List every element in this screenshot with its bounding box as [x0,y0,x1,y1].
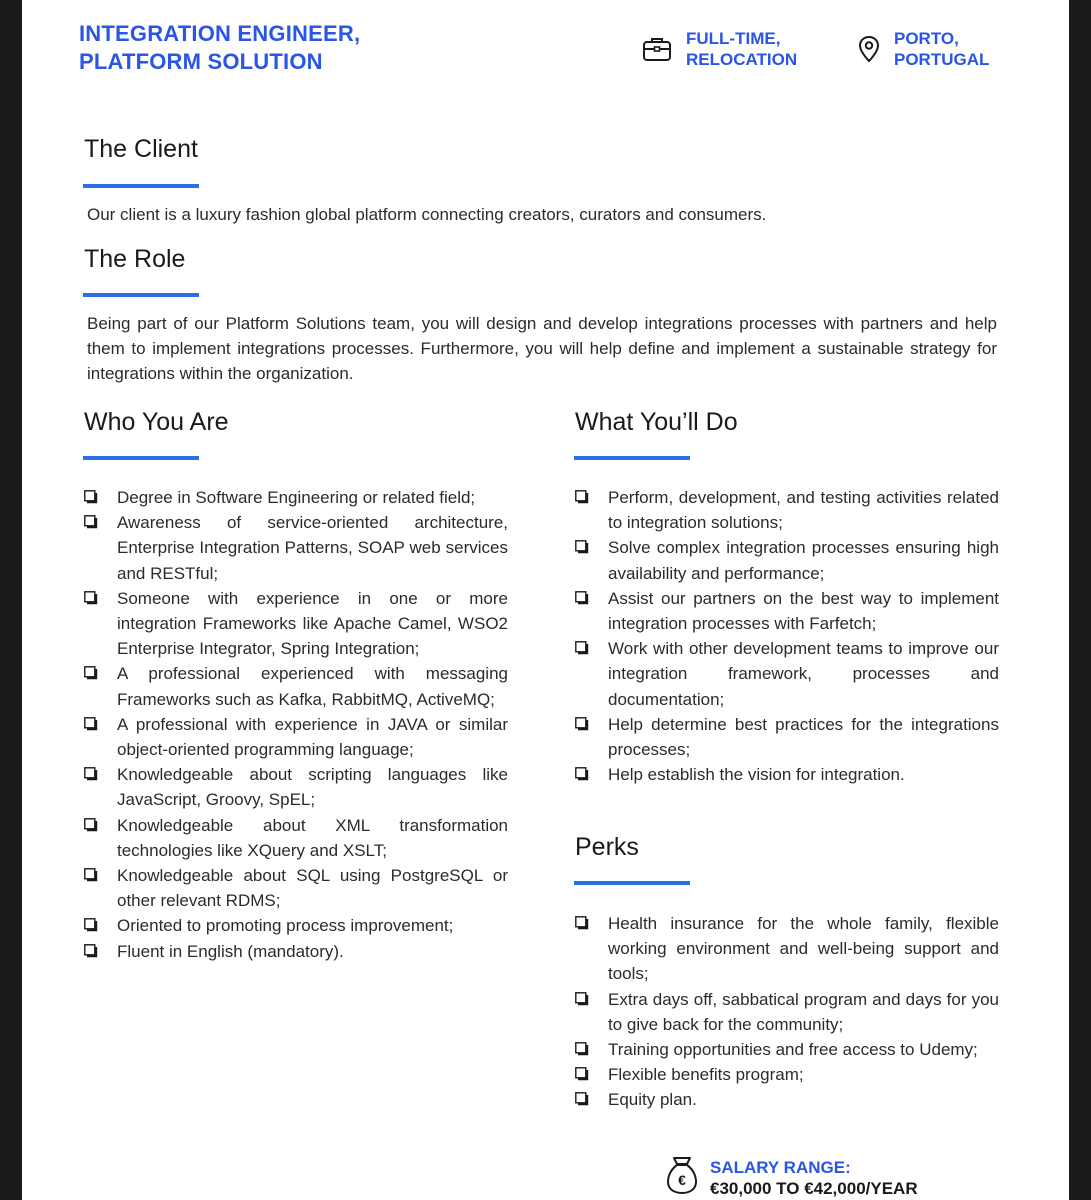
perks-heading: Perks [575,833,639,861]
who-you-are-item [84,913,508,938]
money-bag-icon [666,1155,698,1200]
who-you-are-item [84,939,508,964]
who-you-are-heading: Who You Are [84,408,229,436]
who-you-are-item [84,762,508,812]
checkbox-bullet-icon [84,767,98,781]
checkbox-bullet-icon [84,717,98,731]
checkbox-bullet-icon [575,490,589,504]
what-you-will-do-heading: What You’ll Do [575,408,738,436]
job-title-line-2: PLATFORM SOLUTION [79,49,323,74]
who-you-are-item [84,510,508,586]
job-posting-page [22,0,1069,1200]
who-you-are-item [84,661,508,711]
perk-item [575,1062,999,1087]
role-description: Being part of our Platform Solutions team, you will design and develop integrations processes with partners and help them to implement integrations processes. Furthermore, you will help define and implement a sustainable strategy for integrations within the organization. [87,314,997,383]
what-you-will-do-item [575,712,999,762]
what-you-will-do-item [575,535,999,585]
briefcase-icon [642,36,672,62]
job-title-line-1: INTEGRATION ENGINEER, [79,21,361,46]
who-you-are-item-text: Awareness of service-oriented architecture, Enterprise Integration Patterns, SOAP web services and RESTful; [117,513,508,583]
what-you-will-do-item-text: Help determine best practices for the integrations processes; [608,714,999,760]
checkbox-bullet-icon [575,641,589,655]
who-you-are-item-text: Degree in Software Engineering or related field; [117,488,476,507]
who-you-are-item [84,485,508,510]
checkbox-bullet-icon [84,868,98,882]
who-you-are-item-text: Fluent in English (mandatory). [117,941,344,961]
perk-item [575,987,999,1037]
who-you-are-item-text: Someone with experience in one or more integration Frameworks like Apache Camel, WSO2 Enterprise Integrator, Spring Integration; [117,588,508,659]
who-you-are-list [84,485,508,964]
what-you-will-do-item-text: Assist our partners on the best way to implement integration processes with Farfetch; [608,588,999,634]
client-heading: The Client [84,135,198,163]
checkbox-bullet-icon [575,1042,589,1056]
what-you-will-do-underline [574,456,690,460]
checkbox-bullet-icon [84,591,98,605]
who-you-are-item [84,586,508,662]
perks-list [575,911,999,1113]
perk-item-text: Equity plan. [608,1090,697,1110]
perks-underline [574,881,690,885]
checkbox-bullet-icon [84,515,98,529]
checkbox-bullet-icon [575,717,589,731]
checkbox-bullet-icon [575,767,589,781]
checkbox-bullet-icon [84,666,98,680]
who-you-are-underline [83,456,199,460]
perk-item [575,1087,999,1112]
checkbox-bullet-icon [575,992,589,1006]
euro-symbol: € [678,1172,686,1188]
perk-item [575,1037,999,1062]
client-heading-underline [83,184,199,188]
location-line-2: PORTUGAL [894,50,990,69]
who-you-are-item-text: Knowledgeable about SQL using PostgreSQL or other relevant RDMS; [117,866,508,911]
who-you-are-item-text: A professional experienced with messaging Frameworks such as Kafka, RabbitMQ, ActiveMQ; [117,664,508,709]
what-you-will-do-item [575,636,999,712]
checkbox-bullet-icon [575,1092,589,1106]
checkbox-bullet-icon [84,818,98,832]
employment-type-line-1: FULL-TIME, [686,29,781,48]
salary-label: SALARY RANGE: [710,1157,851,1177]
client-description: Our client is a luxury fashion global platform connecting creators, curators and consumers. [87,205,767,224]
salary-amount: €30,000 TO €42,000/YEAR [710,1178,918,1198]
what-you-will-do-item [575,485,999,535]
perk-item-text: Health insurance for the whole family, flexible working environment and well-being support and tools; [608,914,999,984]
what-you-will-do-item-text: Solve complex integration processes ensuring high availability and performance; [608,538,999,583]
checkbox-bullet-icon [84,490,98,504]
who-you-are-item-text: Knowledgeable about XML transformation technologies like XQuery and XSLT; [117,815,508,860]
perk-item [575,911,999,987]
location-line-1: PORTO, [894,29,959,48]
checkbox-bullet-icon [84,944,98,958]
location-pin-icon [858,35,880,63]
checkbox-bullet-icon [575,1067,589,1081]
checkbox-bullet-icon [575,540,589,554]
who-you-are-item-text: Oriented to promoting process improvement; [117,916,454,936]
checkbox-bullet-icon [575,916,589,930]
role-heading: The Role [84,245,186,273]
what-you-will-do-item-text: Help establish the vision for integration. [608,765,905,785]
salary-range [666,1155,918,1200]
job-location [858,28,989,70]
who-you-are-item-text: Knowledgeable about scripting languages like JavaScript, Groovy, SpEL; [117,765,508,810]
employment-type-line-2: RELOCATION [686,50,798,69]
role-heading-underline [83,293,199,297]
employment-type [642,28,797,70]
perk-item-text: Extra days off, sabbatical program and days for you to give back for the community; [608,989,999,1034]
what-you-will-do-item [575,762,999,787]
what-you-will-do-item [575,586,999,636]
perk-item-text: Flexible benefits program; [608,1065,804,1085]
who-you-are-item [84,712,508,762]
checkbox-bullet-icon [575,591,589,605]
who-you-are-item [84,813,508,863]
job-title [79,20,399,76]
perk-item-text: Training opportunities and free access to Udemy; [608,1040,978,1060]
who-you-are-item [84,863,508,913]
what-you-will-do-item-text: Perform, development, and testing activities related to integration solutions; [608,488,999,533]
checkbox-bullet-icon [84,918,98,932]
what-you-will-do-item-text: Work with other development teams to improve our integration framework, processes and documentation; [608,639,999,709]
who-you-are-item-text: A professional with experience in JAVA or similar object-oriented programming language; [117,714,508,760]
what-you-will-do-list [575,485,999,787]
